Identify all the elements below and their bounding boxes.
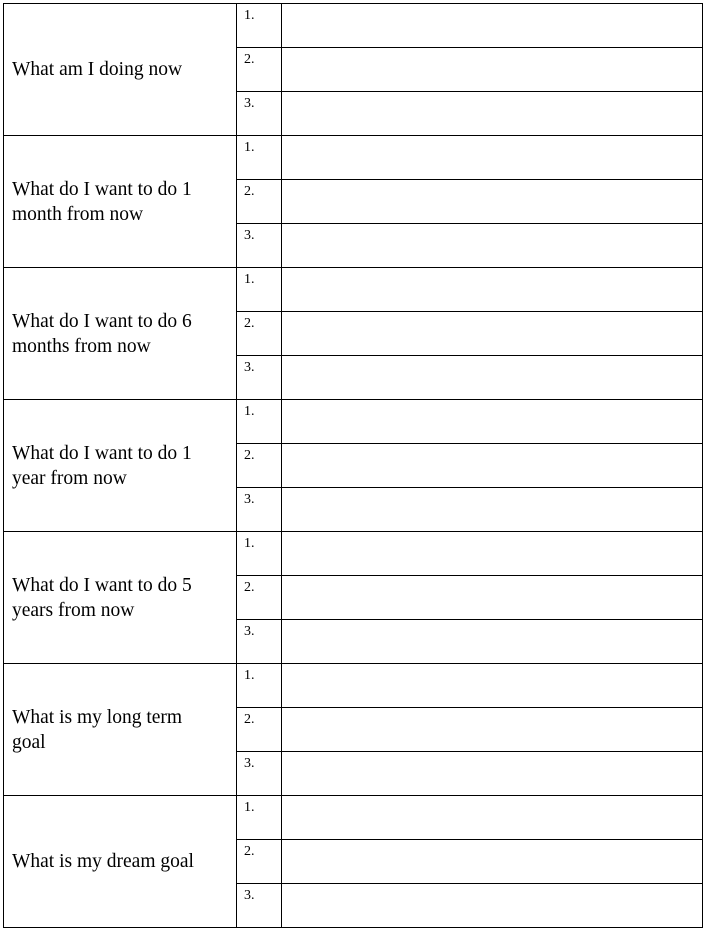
item-number: 1. bbox=[237, 268, 282, 312]
item-number: 3. bbox=[237, 356, 282, 400]
answer-cell[interactable] bbox=[282, 532, 703, 576]
goal-question: What do I want to do 1 year from now bbox=[4, 400, 237, 532]
table-row bbox=[4, 664, 703, 708]
item-number: 1. bbox=[237, 664, 282, 708]
answer-cell[interactable] bbox=[282, 884, 703, 928]
answer-cell[interactable] bbox=[282, 224, 703, 268]
goal-question: What am I doing now bbox=[4, 4, 237, 136]
answer-cell[interactable] bbox=[282, 180, 703, 224]
item-number: 2. bbox=[237, 840, 282, 884]
goal-question: What do I want to do 5 years from now bbox=[4, 532, 237, 664]
answer-cell[interactable] bbox=[282, 444, 703, 488]
item-number: 1. bbox=[237, 532, 282, 576]
answer-cell[interactable] bbox=[282, 48, 703, 92]
item-number: 2. bbox=[237, 312, 282, 356]
item-number: 2. bbox=[237, 708, 282, 752]
answer-cell[interactable] bbox=[282, 136, 703, 180]
answer-cell[interactable] bbox=[282, 92, 703, 136]
answer-cell[interactable] bbox=[282, 840, 703, 884]
item-number: 2. bbox=[237, 444, 282, 488]
answer-cell[interactable] bbox=[282, 356, 703, 400]
answer-cell[interactable] bbox=[282, 796, 703, 840]
item-number: 3. bbox=[237, 92, 282, 136]
answer-cell[interactable] bbox=[282, 576, 703, 620]
table-row bbox=[4, 268, 703, 312]
answer-cell[interactable] bbox=[282, 312, 703, 356]
answer-cell[interactable] bbox=[282, 664, 703, 708]
table-row bbox=[4, 136, 703, 180]
table-row bbox=[4, 796, 703, 840]
item-number: 3. bbox=[237, 488, 282, 532]
item-number: 3. bbox=[237, 620, 282, 664]
item-number: 1. bbox=[237, 4, 282, 48]
answer-cell[interactable] bbox=[282, 708, 703, 752]
goal-question: What do I want to do 6 months from now bbox=[4, 268, 237, 400]
table-row bbox=[4, 532, 703, 576]
item-number: 3. bbox=[237, 224, 282, 268]
item-number: 2. bbox=[237, 576, 282, 620]
answer-cell[interactable] bbox=[282, 400, 703, 444]
answer-cell[interactable] bbox=[282, 488, 703, 532]
goal-question: What do I want to do 1 month from now bbox=[4, 136, 237, 268]
answer-cell[interactable] bbox=[282, 4, 703, 48]
item-number: 2. bbox=[237, 48, 282, 92]
item-number: 1. bbox=[237, 400, 282, 444]
item-number: 1. bbox=[237, 796, 282, 840]
worksheet-body bbox=[4, 4, 703, 928]
answer-cell[interactable] bbox=[282, 268, 703, 312]
answer-cell[interactable] bbox=[282, 752, 703, 796]
goal-question: What is my dream goal bbox=[4, 796, 237, 928]
item-number: 3. bbox=[237, 884, 282, 928]
item-number: 2. bbox=[237, 180, 282, 224]
goals-worksheet-table bbox=[3, 3, 703, 928]
item-number: 3. bbox=[237, 752, 282, 796]
goal-question: What is my long term goal bbox=[4, 664, 237, 796]
table-row bbox=[4, 4, 703, 48]
item-number: 1. bbox=[237, 136, 282, 180]
table-row bbox=[4, 400, 703, 444]
answer-cell[interactable] bbox=[282, 620, 703, 664]
